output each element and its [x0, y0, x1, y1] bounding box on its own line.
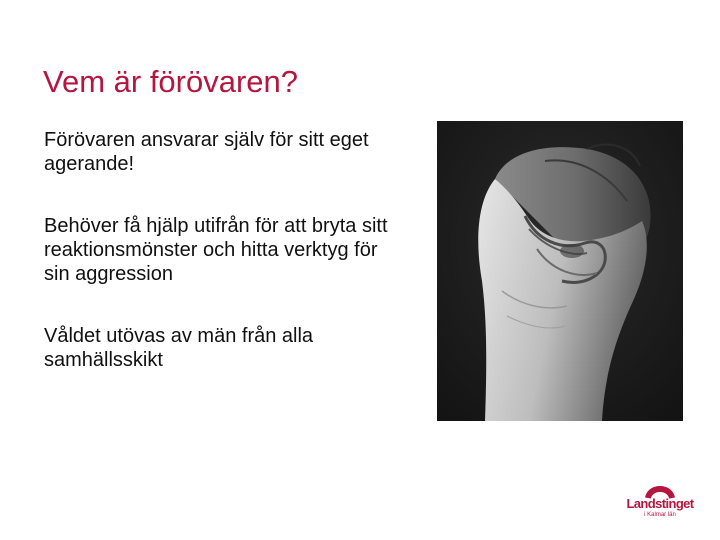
logo-name: Landstinget: [626, 496, 694, 511]
raised-fist-photo: [437, 121, 683, 421]
bullet-text-1: Förövaren ansvarar själv för sitt eget agerande!: [44, 129, 369, 175]
logo-subtitle: i Kalmar län: [644, 512, 676, 518]
slide-title: Vem är förövaren?: [43, 64, 299, 99]
bullet-text-2: Behöver få hjälp utifrån för att bryta sitt reaktionsmönster och hitta verktyg för sin aggression: [44, 215, 388, 285]
slide-body: [44, 128, 404, 410]
bullet-text-3: Våldet utövas av män från alla samhällsskikt: [44, 325, 314, 371]
fist-illustration: [437, 121, 683, 421]
landstinget-logo: [622, 480, 698, 522]
